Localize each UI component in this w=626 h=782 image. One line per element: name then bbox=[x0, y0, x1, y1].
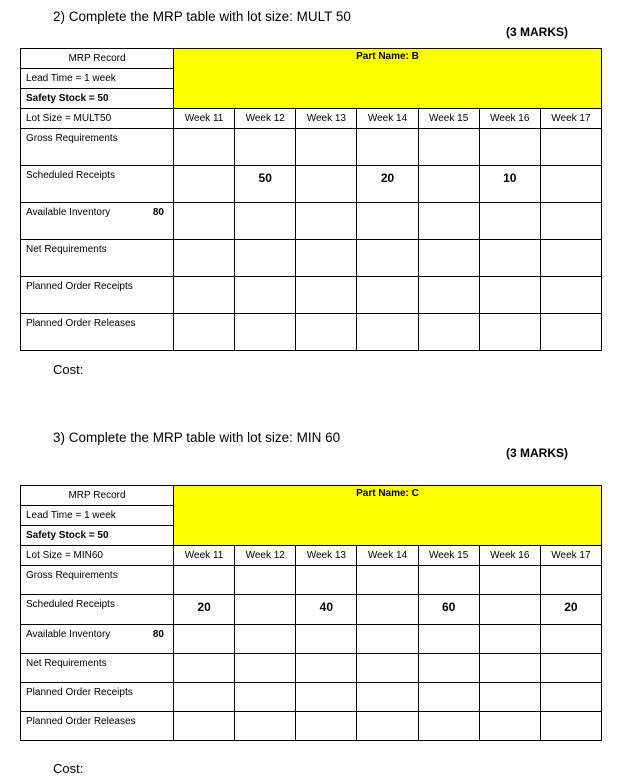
q3-por-cell[interactable] bbox=[174, 683, 235, 712]
q2-net-cell[interactable] bbox=[479, 240, 540, 277]
q3-gross-cell[interactable] bbox=[174, 566, 235, 595]
q3-net-label: Net Requirements bbox=[21, 654, 174, 683]
q3-por-cell[interactable] bbox=[235, 683, 296, 712]
q3-net-cell[interactable] bbox=[540, 654, 601, 683]
q2-available-cell[interactable] bbox=[357, 203, 418, 240]
q3-gross-cell[interactable] bbox=[357, 566, 418, 595]
q2-por-cell[interactable] bbox=[174, 277, 235, 314]
q3-available-cell[interactable] bbox=[479, 625, 540, 654]
q3-por-cell[interactable] bbox=[418, 683, 479, 712]
q2-gross-label: Gross Requirements bbox=[21, 129, 174, 166]
q2-week-header: Week 12 bbox=[235, 109, 296, 129]
q2-por-cell[interactable] bbox=[540, 277, 601, 314]
q3-week-header: Week 13 bbox=[296, 546, 357, 566]
q2-row-porel bbox=[21, 314, 602, 351]
q3-week-header: Week 17 bbox=[540, 546, 601, 566]
q3-week-header: Week 14 bbox=[357, 546, 418, 566]
q2-scheduled-cell[interactable] bbox=[296, 166, 357, 203]
q3-record-label: MRP Record bbox=[21, 486, 174, 506]
q3-por-cell[interactable] bbox=[296, 683, 357, 712]
q3-scheduled-cell[interactable] bbox=[479, 595, 540, 625]
q2-available-cell[interactable] bbox=[540, 203, 601, 240]
q2-row-net bbox=[21, 240, 602, 277]
q3-row-porel bbox=[21, 712, 602, 741]
q3-gross-cell[interactable] bbox=[235, 566, 296, 595]
q2-porel-cell[interactable] bbox=[174, 314, 235, 351]
q2-row-gross bbox=[21, 129, 602, 166]
q3-net-cell[interactable] bbox=[357, 654, 418, 683]
q2-row-scheduled bbox=[21, 166, 602, 203]
q2-row-por bbox=[21, 277, 602, 314]
q2-porel-cell[interactable] bbox=[357, 314, 418, 351]
q2-lead-time: Lead Time = 1 week bbox=[21, 69, 174, 89]
q3-available-cell[interactable] bbox=[540, 625, 601, 654]
q3-row-gross bbox=[21, 566, 602, 595]
q3-part-name: Part Name: C bbox=[174, 486, 602, 546]
q3-porel-cell[interactable] bbox=[174, 712, 235, 741]
q3-por-cell[interactable] bbox=[357, 683, 418, 712]
q2-porel-label: Planned Order Releases bbox=[21, 314, 174, 351]
q3-por-cell[interactable] bbox=[540, 683, 601, 712]
q3-por-cell[interactable] bbox=[479, 683, 540, 712]
q3-week-header: Week 15 bbox=[418, 546, 479, 566]
q3-porel-cell[interactable] bbox=[479, 712, 540, 741]
q3-por-label: Planned Order Receipts bbox=[21, 683, 174, 712]
q2-week-header: Week 16 bbox=[479, 109, 540, 129]
q3-row-scheduled bbox=[21, 595, 602, 625]
q2-week-header: Week 14 bbox=[357, 109, 418, 129]
q2-net-label: Net Requirements bbox=[21, 240, 174, 277]
q3-porel-cell[interactable] bbox=[540, 712, 601, 741]
q3-porel-cell[interactable] bbox=[418, 712, 479, 741]
q2-net-cell[interactable] bbox=[418, 240, 479, 277]
q3-mrp-table bbox=[20, 485, 602, 741]
q3-gross-cell[interactable] bbox=[540, 566, 601, 595]
q2-scheduled-cell[interactable] bbox=[174, 166, 235, 203]
q2-record-label: MRP Record bbox=[21, 49, 174, 69]
q2-gross-cell[interactable] bbox=[235, 129, 296, 166]
q3-available-cell[interactable] bbox=[357, 625, 418, 654]
q2-porel-cell[interactable] bbox=[479, 314, 540, 351]
q3-gross-cell[interactable] bbox=[479, 566, 540, 595]
q3-available-cell[interactable] bbox=[174, 625, 235, 654]
q3-porel-label: Planned Order Releases bbox=[21, 712, 174, 741]
q2-safety-stock: Safety Stock = 50 bbox=[21, 89, 174, 109]
q2-week-header: Week 15 bbox=[418, 109, 479, 129]
q2-gross-cell[interactable] bbox=[174, 129, 235, 166]
q3-gross-label: Gross Requirements bbox=[21, 566, 174, 595]
q3-lot-size: Lot Size = MIN60 bbox=[21, 546, 174, 566]
q2-title: 2) Complete the MRP table with lot size: MULT 50 bbox=[53, 9, 351, 24]
q2-gross-cell[interactable] bbox=[540, 129, 601, 166]
q3-net-cell[interactable] bbox=[418, 654, 479, 683]
q3-lead-time: Lead Time = 1 week bbox=[21, 506, 174, 526]
q3-scheduled-cell[interactable]: 40 bbox=[296, 595, 357, 625]
q2-net-cell[interactable] bbox=[540, 240, 601, 277]
q3-porel-cell[interactable] bbox=[357, 712, 418, 741]
q3-porel-cell[interactable] bbox=[235, 712, 296, 741]
q3-net-cell[interactable] bbox=[296, 654, 357, 683]
q3-safety-stock: Safety Stock = 50 bbox=[21, 526, 174, 546]
q3-net-cell[interactable] bbox=[235, 654, 296, 683]
q2-net-cell[interactable] bbox=[296, 240, 357, 277]
q2-scheduled-cell[interactable]: 20 bbox=[357, 166, 418, 203]
q2-row-available bbox=[21, 203, 602, 240]
q3-available-label: Available Inventory 80 bbox=[21, 625, 174, 654]
q3-scheduled-cell[interactable] bbox=[235, 595, 296, 625]
q3-scheduled-cell[interactable] bbox=[357, 595, 418, 625]
q2-gross-cell[interactable] bbox=[296, 129, 357, 166]
q3-row-net bbox=[21, 654, 602, 683]
q2-gross-cell[interactable] bbox=[418, 129, 479, 166]
q3-porel-cell[interactable] bbox=[296, 712, 357, 741]
q3-scheduled-cell[interactable]: 20 bbox=[540, 595, 601, 625]
q2-net-cell[interactable] bbox=[174, 240, 235, 277]
q3-net-cell[interactable] bbox=[479, 654, 540, 683]
q2-available-initial: 80 bbox=[152, 207, 164, 218]
q2-porel-cell[interactable] bbox=[296, 314, 357, 351]
q2-available-cell[interactable] bbox=[174, 203, 235, 240]
q2-available-cell[interactable] bbox=[235, 203, 296, 240]
q2-por-cell[interactable] bbox=[479, 277, 540, 314]
q3-available-cell[interactable] bbox=[235, 625, 296, 654]
q2-net-cell[interactable] bbox=[357, 240, 418, 277]
q3-available-cell[interactable] bbox=[296, 625, 357, 654]
q2-gross-cell[interactable] bbox=[479, 129, 540, 166]
q2-scheduled-cell[interactable] bbox=[418, 166, 479, 203]
q2-week-header: Week 17 bbox=[540, 109, 601, 129]
q2-porel-cell[interactable] bbox=[418, 314, 479, 351]
q2-cost-label: Cost: bbox=[53, 362, 84, 377]
q2-available-cell[interactable] bbox=[479, 203, 540, 240]
q2-net-cell[interactable] bbox=[235, 240, 296, 277]
q3-net-cell[interactable] bbox=[174, 654, 235, 683]
q2-week-header: Week 13 bbox=[296, 109, 357, 129]
q3-title: 3) Complete the MRP table with lot size: MIN 60 bbox=[53, 430, 341, 445]
q3-week-header: Week 16 bbox=[479, 546, 540, 566]
q2-por-label: Planned Order Receipts bbox=[21, 277, 174, 314]
q2-scheduled-cell[interactable]: 10 bbox=[479, 166, 540, 203]
q3-scheduled-cell[interactable]: 20 bbox=[174, 595, 235, 625]
q2-scheduled-label: Scheduled Receipts bbox=[21, 166, 174, 203]
q2-available-cell[interactable] bbox=[296, 203, 357, 240]
q2-lot-size: Lot Size = MULT50 bbox=[21, 109, 174, 129]
q2-week-header: Week 11 bbox=[174, 109, 235, 129]
q2-porel-cell[interactable] bbox=[235, 314, 296, 351]
q3-cost-label: Cost: bbox=[53, 761, 84, 776]
q2-scheduled-cell[interactable]: 50 bbox=[235, 166, 296, 203]
q3-row-available bbox=[21, 625, 602, 654]
q3-marks: (3 MARKS) bbox=[506, 446, 568, 460]
q3-row-por bbox=[21, 683, 602, 712]
q3-week-header: Week 11 bbox=[174, 546, 235, 566]
q3-gross-cell[interactable] bbox=[418, 566, 479, 595]
q3-available-initial: 80 bbox=[152, 629, 164, 640]
q2-por-cell[interactable] bbox=[418, 277, 479, 314]
q2-por-cell[interactable] bbox=[357, 277, 418, 314]
q2-part-name: Part Name: B bbox=[174, 49, 602, 109]
q2-gross-cell[interactable] bbox=[357, 129, 418, 166]
q2-por-cell[interactable] bbox=[235, 277, 296, 314]
q3-scheduled-cell[interactable]: 60 bbox=[418, 595, 479, 625]
q2-porel-cell[interactable] bbox=[540, 314, 601, 351]
q2-por-cell[interactable] bbox=[296, 277, 357, 314]
q3-week-header: Week 12 bbox=[235, 546, 296, 566]
q2-mrp-table bbox=[20, 48, 602, 351]
q3-available-cell[interactable] bbox=[418, 625, 479, 654]
q2-available-label: Available Inventory 80 bbox=[21, 203, 174, 240]
q3-scheduled-label: Scheduled Receipts bbox=[21, 595, 174, 625]
q2-marks: (3 MARKS) bbox=[506, 25, 568, 39]
q2-scheduled-cell[interactable] bbox=[540, 166, 601, 203]
q3-gross-cell[interactable] bbox=[296, 566, 357, 595]
q2-available-cell[interactable] bbox=[418, 203, 479, 240]
